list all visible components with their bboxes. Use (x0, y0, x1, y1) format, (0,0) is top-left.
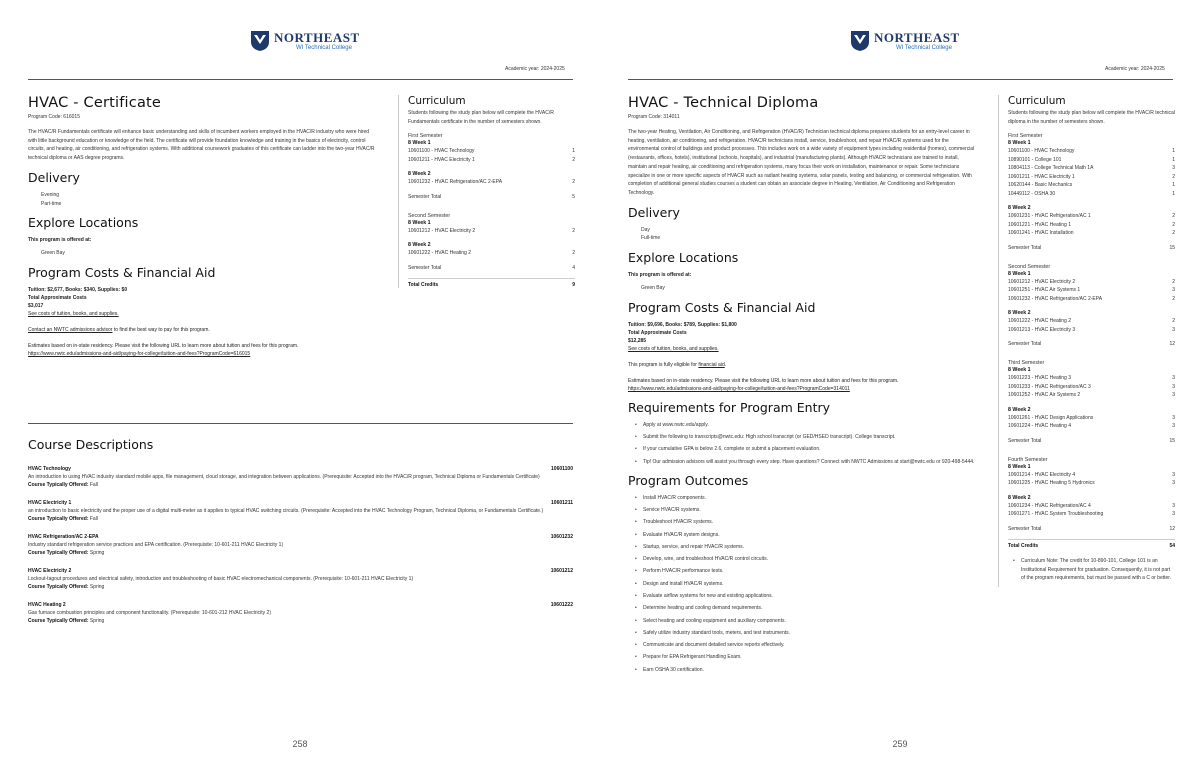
course-name: 10601100 - HVAC Technology (408, 148, 475, 155)
semester-total-label: Semester Total (1008, 525, 1042, 532)
outcome-item: • Troubleshoot HVAC/R systems. (635, 518, 978, 526)
course-name: 10601234 - HVAC Refrigeration/AC 4 (1008, 502, 1091, 509)
semester-heading: First Semester (1008, 133, 1043, 140)
semester-total-row (408, 194, 575, 200)
program-title: HVAC - Certificate (28, 95, 162, 111)
course-name: 10601100 - HVAC Technology (1008, 148, 1075, 155)
semester-total-label: Semester Total (1008, 244, 1042, 251)
course-code: 10601100 (551, 466, 573, 472)
course-title: HVAC Heating 2 (28, 602, 66, 608)
course-name: 10601241 - HVAC Installation (1008, 230, 1074, 237)
course-credits: 2 (1172, 278, 1175, 285)
course-name: 10601213 - HVAC Electricity 3 (1008, 326, 1076, 333)
course-credits: 3 (1172, 165, 1175, 172)
course-name: 10620144 - Basic Mechanics (1008, 182, 1073, 189)
course-row (1008, 471, 1175, 480)
course-offered-term: Fall (88, 516, 98, 522)
outcome-item: • Design and install HVAC/R systems. (635, 580, 978, 588)
semester-total-row (1008, 526, 1175, 532)
course-credits: 2 (572, 227, 575, 234)
semester-total-row (1008, 245, 1175, 251)
requirements-heading: Requirements for Program Entry (628, 399, 831, 415)
advisor-link[interactable]: Contact an NWTC admissions advisor (28, 326, 113, 333)
course-row (408, 147, 575, 156)
semester-total-value: 5 (572, 193, 575, 200)
program-code: Program Code: 616015 (28, 114, 80, 120)
requirements-list (628, 421, 978, 466)
course-credits: 3 (1172, 383, 1175, 390)
outcomes-list (628, 494, 978, 674)
course-credits: 3 (1172, 502, 1175, 509)
total-credits-value: 9 (572, 281, 575, 288)
delivery-item: Day (641, 226, 650, 233)
course-title: HVAC Electricity 2 (28, 568, 72, 574)
college-logo (250, 30, 360, 52)
course-row (1008, 190, 1175, 199)
course-credits: 1 (1172, 156, 1175, 163)
course-name: 10601233 - HVAC Refrigeration/AC 3 (1008, 383, 1091, 390)
course-row (408, 249, 575, 258)
course-header (28, 602, 573, 609)
course-name: 10890101 - College 101 (1008, 156, 1062, 163)
course-row (1008, 147, 1175, 156)
delivery-heading: Delivery (628, 204, 680, 220)
course-description (28, 500, 573, 523)
semester-list (408, 133, 575, 271)
program-code: Program Code: 314011 (628, 114, 680, 120)
semester-heading: Second Semester (1008, 263, 1051, 270)
course-offered-label: Course Typically Offered: (28, 618, 89, 624)
course-offered-term: Spring (88, 618, 105, 624)
curriculum-heading: Curriculum (1008, 95, 1066, 107)
tuition-line: Tuition: $2,677, Books: $340, Supplies: $0 (28, 286, 128, 293)
course-title: HVAC Electricity 1 (28, 500, 72, 506)
course-name: 10601225 - HVAC Heating 5 Hydronics (1008, 480, 1095, 487)
course-credits: 2 (1172, 318, 1175, 325)
delivery-list (628, 226, 978, 243)
course-row (408, 227, 575, 236)
costs-heading: Program Costs & Financial Aid (28, 264, 216, 280)
week-heading: 8 Week 2 (1008, 310, 1031, 317)
shield-logo-icon (250, 30, 270, 52)
course-name: 10601214 - HVAC Electricity 4 (1008, 471, 1076, 478)
week-heading: 8 Week 2 (1008, 205, 1031, 212)
curriculum-intro: Students following the study plan below will complete the HVAC/R technical diploma in the number of semesters shown. (1008, 110, 1175, 125)
offered-at-label: This program is offered at: (628, 272, 692, 279)
curriculum-panel (998, 95, 1175, 587)
costs-link[interactable]: See costs of tuition, books, and supplies. (628, 345, 719, 352)
course-row (1008, 156, 1175, 165)
course-credits: 2 (572, 156, 575, 163)
course-row (1008, 391, 1175, 400)
total-credits-row (1008, 539, 1175, 549)
academic-year: Academic year: 2024-2025 (505, 66, 565, 72)
course-title: HVAC Refrigeration/AC 2-EPA (28, 534, 99, 540)
outcome-item: • Startup, service, and repair HVAC/R systems. (635, 543, 978, 551)
advisor-text: Contact an NWTC admissions advisor to find the best way to pay for this program. (28, 326, 210, 333)
total-cost-value: $3,017 (28, 302, 44, 309)
delivery-heading: Delivery (28, 169, 80, 185)
total-cost-label: Total Approximate Costs (628, 329, 687, 336)
requirement-item: • Apply at www.nwtc.edu/apply. (635, 421, 978, 429)
course-code: 10601211 (551, 500, 573, 506)
course-code: 10601222 (550, 602, 573, 608)
logo-subtitle: WI Technical College (896, 45, 952, 51)
course-summary: Industry standard refrigeration service practices and EPA certification. (Prerequisite: 10-601-211 HVAC Electricity 1) (28, 542, 284, 548)
semester-total-label: Semester Total (1008, 341, 1042, 348)
semester-total-value: 15 (1169, 244, 1175, 251)
course-row (1008, 212, 1175, 221)
semester-heading: Second Semester (408, 212, 451, 219)
week-heading: 8 Week 2 (1008, 406, 1031, 413)
course-credits: 3 (1172, 326, 1175, 333)
course-credits: 1 (1172, 190, 1175, 197)
course-descriptions-heading: Course Descriptions (28, 437, 154, 452)
tuition-url-link[interactable]: https://www.nwtc.edu/admissions-and-aid/paying-for-college/tuition-and-fees?ProgramCode=314011 (628, 385, 850, 392)
semester-total-row (1008, 341, 1175, 347)
semester-heading: Third Semester (1008, 360, 1045, 367)
college-logo (850, 30, 960, 52)
requirement-item: • Submit the following to transcripts@nwtc.edu: High school transcript (or GED/HSED transcript). College transcript. (635, 433, 978, 441)
course-row (1008, 286, 1175, 295)
course-row (1008, 383, 1175, 392)
course-name: 10601232 - HVAC Refrigeration/AC 2-EPA (408, 179, 503, 186)
semester-total-label: Semester Total (1008, 437, 1042, 444)
week-heading: 8 Week 1 (1008, 463, 1031, 470)
course-row (1008, 278, 1175, 287)
course-credits: 3 (1172, 287, 1175, 294)
delivery-item: Part-time (41, 200, 62, 207)
delivery-item: Evening (41, 191, 60, 198)
course-credits: 2 (1172, 213, 1175, 220)
semester-total-value: 4 (572, 264, 575, 271)
week-heading: 8 Week 1 (1008, 140, 1031, 147)
delivery-item: Full-time (641, 235, 661, 242)
course-name: 10601212 - HVAC Electricity 2 (408, 227, 476, 234)
semester-total-value: 12 (1169, 341, 1175, 348)
requirement-item: • If your cumulative GPA is below 2.6, complete or submit a placement evaluation. (635, 445, 978, 453)
outcome-item: • Select heating and cooling equipment and auxiliary components. (635, 617, 978, 625)
course-row (1008, 295, 1175, 304)
course-row (1008, 422, 1175, 431)
week-heading: 8 Week 1 (1008, 270, 1031, 277)
week-heading: 8 Week 1 (408, 140, 431, 147)
week-heading: 8 Week 2 (408, 242, 431, 249)
total-credits-row (408, 278, 575, 288)
course-credits: 3 (1172, 471, 1175, 478)
course-header (28, 534, 573, 541)
outcome-item: • Evaluate HVAC/R system designs. (635, 531, 978, 539)
location-item: Green Bay (641, 285, 665, 292)
course-name: 10601222 - HVAC Heating 2 (408, 250, 472, 257)
total-cost-value: $12,285 (628, 337, 647, 344)
course-description (28, 602, 573, 625)
costs-link[interactable]: See costs of tuition, books, and supplies. (28, 310, 119, 317)
offered-at-label: This program is offered at: (28, 237, 92, 244)
course-credits: 3 (1172, 511, 1175, 518)
week-heading: 8 Week 1 (408, 219, 431, 226)
course-row (1008, 479, 1175, 488)
course-row (1008, 221, 1175, 230)
program-main (628, 95, 978, 678)
course-offered-label: Course Typically Offered: (28, 482, 89, 488)
outcome-item: • Safely utilize industry standard tools, meters, and test instruments. (635, 629, 978, 637)
course-name: 10601211 - HVAC Electricity 1 (1008, 173, 1075, 180)
course-row (1008, 510, 1175, 519)
page-number: 258 (292, 739, 308, 749)
course-row (408, 178, 575, 187)
course-offered-label: Course Typically Offered: (28, 550, 89, 556)
logo-subtitle: WI Technical College (296, 45, 352, 51)
delivery-list (28, 191, 378, 208)
locations-heading: Explore Locations (28, 215, 139, 231)
course-row (1008, 164, 1175, 173)
estimates-text: Estimates based on in-state residency. Please visit the following URL to learn more about tuition and fees for this program. (28, 342, 299, 349)
estimates-text: Estimates based on in-state residency. Please visit the following URL to learn more about tuition and fees for this program. (628, 377, 899, 384)
outcome-item: • Communicate and document detailed service reports effectively. (635, 641, 978, 649)
costs-heading: Program Costs & Financial Aid (628, 299, 816, 315)
academic-year: Academic year: 2024-2025 (1105, 66, 1165, 72)
course-name: 10449112 - OSHA 30 (1008, 190, 1056, 197)
outcome-item: • Earn OSHA 30 certification. (635, 666, 978, 674)
course-name: 10601224 - HVAC Heating 4 (1008, 423, 1072, 430)
course-offered-label: Course Typically Offered: (28, 516, 89, 522)
course-credits: 2 (1172, 173, 1175, 180)
semester-total-value: 12 (1169, 525, 1175, 532)
course-descriptions (28, 437, 573, 636)
curriculum-note-list (1008, 557, 1175, 583)
outcomes-heading: Program Outcomes (628, 472, 749, 488)
aid-text: This program is fully eligible for financial aid. (628, 361, 727, 368)
week-heading: 8 Week 1 (1008, 367, 1031, 374)
total-cost-label: Total Approximate Costs (28, 294, 87, 301)
location-item: Green Bay (41, 250, 65, 257)
semester-list (1008, 133, 1175, 532)
course-name: 10601252 - HVAC Air Systems 2 (1008, 392, 1081, 399)
course-offered-term: Spring (88, 550, 105, 556)
logo-name: NORTHEAST (874, 30, 960, 45)
course-name: 10601251 - HVAC Air Systems 1 (1008, 287, 1081, 294)
total-credits-label: Total Credits (1008, 542, 1039, 549)
course-credits: 1 (1172, 148, 1175, 155)
program-main (28, 95, 378, 358)
course-summary: An introduction to using HVAC industry standard mobile apps, file management, cloud storage, and integration between applications. (Prerequisite: Accepted into the HVAC/R program, Technical Diploma or Fundamentals Certificate) (28, 474, 540, 480)
semester-heading: Fourth Semester (1008, 456, 1048, 463)
course-name: 10601231 - HVAC Refrigeration/AC 1 (1008, 213, 1091, 220)
course-row (1008, 326, 1175, 335)
semester-heading: First Semester (408, 133, 443, 140)
course-description (28, 568, 573, 591)
requirement-item: • Tip! Our admission advisors will assist you through every step. Have questions? Connect with NWTC Admissions at start@nwtc.edu or 920-498-5444. (635, 458, 978, 466)
course-row (408, 156, 575, 165)
curriculum-heading: Curriculum (408, 95, 466, 107)
course-offered (28, 583, 573, 591)
course-name: 10804113 - College Technical Math 1A (1008, 165, 1094, 172)
course-credits: 2 (1172, 221, 1175, 228)
outcome-item: • Perform HVAC/R performance tests. (635, 567, 978, 575)
course-credits: 3 (1172, 375, 1175, 382)
course-credits: 3 (1172, 414, 1175, 421)
program-title: HVAC - Technical Diploma (628, 95, 819, 111)
curriculum-panel (398, 95, 575, 288)
total-credits-value: 54 (1169, 542, 1175, 549)
course-offered (28, 617, 573, 625)
curriculum-note: • Curriculum Note: The credit for 10-890-101, College 101 is an Institutional Requirement for graduation. Consequently, it is not part of the program requirements, but must be passed with a C or better. (1013, 557, 1175, 583)
week-heading: 8 Week 2 (1008, 494, 1031, 501)
outcome-item: • Prepare for EPA Refrigerant Handling Exam. (635, 653, 978, 661)
tuition-url-link[interactable]: https://www.nwtc.edu/admissions-and-aid/paying-for-college/tuition-and-fees?ProgramCode=616015 (28, 350, 251, 357)
course-row (1008, 173, 1175, 182)
locations-heading: Explore Locations (628, 250, 739, 266)
semester-total-row (1008, 438, 1175, 444)
course-name: 10601211 - HVAC Electricity 1 (408, 156, 475, 163)
course-name: 10601232 - HVAC Refrigeration/AC 2-EPA (1008, 295, 1103, 302)
course-description (28, 466, 573, 489)
course-credits: 2 (572, 179, 575, 186)
course-row (1008, 181, 1175, 190)
course-credits: 2 (572, 250, 575, 257)
page-number: 259 (892, 739, 908, 749)
course-offered-term: Spring (88, 584, 105, 590)
course-header (28, 500, 573, 507)
outcome-item: • Install HVAC/R components. (635, 494, 978, 502)
course-credits: 3 (1172, 392, 1175, 399)
section-divider (28, 423, 573, 424)
curriculum-intro: Students following the study plan below will complete the HVAC/R Fundamentals certificate in the number of semesters shown. (408, 110, 554, 125)
course-credits: 2 (1172, 295, 1175, 302)
outcome-item: • Service HVAC/R systems. (635, 506, 978, 514)
outcome-item: • Evaluate airflow systems for new and existing applications. (635, 592, 978, 600)
semester-total-label: Semester Total (408, 264, 442, 271)
course-summary: an introduction to basic electricity and the proper use of a digital multi-meter as it applies to typical HVAC switching circuits. (Prerequisite: Accepted into the HVAC Technology Program, Technical Diploma, or Fundamentals Certificate.) (28, 508, 544, 514)
course-summary: Lockout-tagout procedures and electrical safety, introduction and troubleshooting of basic HVAC electromechanical components. (Prerequisite: 10-601-211 HVAC Electricity 1) (28, 576, 414, 582)
course-row (1008, 229, 1175, 238)
course-offered-label: Course Typically Offered: (28, 584, 89, 590)
semester-total-label: Semester Total (408, 193, 442, 200)
course-header (28, 568, 573, 575)
program-description: The HVAC/R Fundamentals certificate will enhance basic understanding and skills of incumbent workers employed in the HVAC/R industry who were hired with little background education or knowledge of the field. The certificate will provide foundation knowledge and training in the basics of electricity, control circuits, and heating, air conditioning, and refrigeration systems. With additional coursework graduates of this certificate can ladder into the two-year HVAC/R technical diploma or AAS degree programs. (28, 129, 375, 162)
course-name: 10601261 - HVAC Design Applications (1008, 414, 1094, 421)
shield-logo-icon (850, 30, 870, 52)
course-description (28, 534, 573, 557)
course-offered (28, 515, 573, 523)
financial-aid-link[interactable]: financial aid (698, 361, 725, 368)
course-name: 10601221 - HVAC Heating 1 (1008, 221, 1072, 228)
course-header (28, 466, 573, 473)
total-credits-label: Total Credits (408, 281, 439, 288)
tuition-line: Tuition: $9,696, Books: $789, Supplies: $1,800 (628, 321, 737, 328)
header-divider (28, 79, 573, 80)
logo-name: NORTHEAST (274, 30, 360, 45)
course-code: 10601232 (550, 534, 573, 540)
outcome-item: • Determine heating and cooling demand requirements. (635, 604, 978, 612)
course-code: 10601212 (550, 568, 573, 574)
course-credits: 1 (1172, 182, 1175, 189)
course-credits: 2 (1172, 230, 1175, 237)
course-name: 10601222 - HVAC Heating 2 (1008, 318, 1072, 325)
course-row (1008, 414, 1175, 423)
page-259 (600, 0, 1200, 776)
course-row (1008, 374, 1175, 383)
course-credits: 1 (572, 148, 575, 155)
course-summary: Gas furnace combustion principles and component functionality. (Prerequisite: 10-601-212 HVAC Electricity 2) (28, 610, 271, 616)
course-list (28, 466, 573, 625)
header-divider (628, 79, 1173, 80)
course-row (1008, 502, 1175, 511)
course-name: 10601212 - HVAC Electricity 2 (1008, 278, 1076, 285)
course-name: 10601223 - HVAC Heating 3 (1008, 375, 1072, 382)
program-description: The two-year Heating, Ventilation, Air Conditioning, and Refrigeration (HVAC/R) Technician technical diploma prepares students for an entry-level career in heating, ventilation, air conditioning, and refrigeration. HVAC/R technicians install, service, troubleshoot, and repair HVAC/R systems used for the environmental control of buildings and product processes. This includes work on a wide variety of equipment types including residential (homes), commercial (restaurants, offices, hotels), institutional (schools, hospitals), and industrial (manufacturing plants). Although HVACR technicians are trained to install, maintain and repair heating, air conditioning and refrigeration systems, many focus their work on installation, maintenance or repair. Some technicians specialize in one or more specific aspects of HVACR such as radiant heating systems, solar panels, testing and balancing, or commercial refrigeration. With completion of additional general studies courses a student can obtain an associate degree in Heating, Ventilation, Air Conditioning and Refrigeration Technology. (628, 129, 975, 196)
semester-total-row (408, 265, 575, 271)
course-offered (28, 481, 573, 489)
course-title: HVAC Technology (28, 466, 71, 472)
course-offered (28, 549, 573, 557)
semester-total-value: 15 (1169, 437, 1175, 444)
course-credits: 3 (1172, 480, 1175, 487)
week-heading: 8 Week 2 (408, 171, 431, 178)
course-credits: 3 (1172, 423, 1175, 430)
course-offered-term: Fall (88, 482, 98, 488)
outcome-item: • Develop, wire, and troubleshoot HVAC/R control circuits. (635, 555, 978, 563)
course-row (1008, 317, 1175, 326)
course-name: 10601271 - HVAC System Troubleshooting (1008, 511, 1104, 518)
